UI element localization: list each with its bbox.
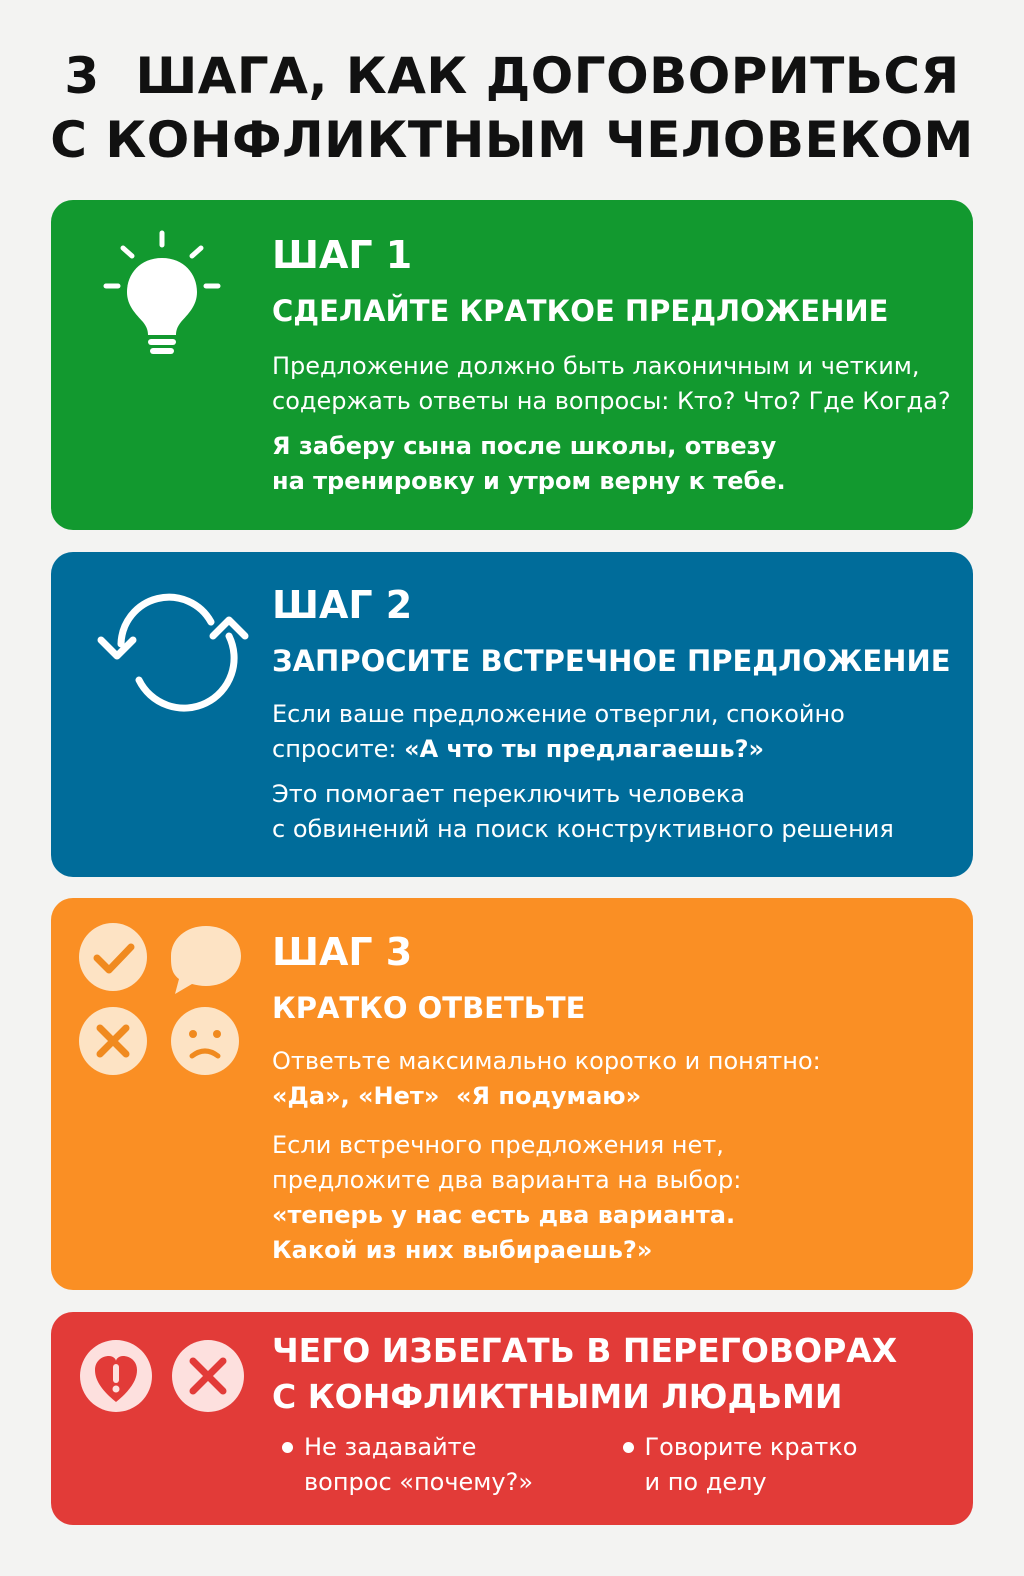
step-2-label: ШАГ 2 bbox=[272, 583, 413, 627]
refresh-icon bbox=[51, 552, 251, 756]
step-1-text-line2: содержать ответы на вопросы: Кто? Что? Где Когда? bbox=[272, 387, 951, 415]
step-1-subtitle: СДЕЛАЙТЕ КРАТКОЕ ПРЕДЛОЖЕНИЕ bbox=[272, 294, 889, 328]
step-1-text-line1: Предложение должно быть лаконичным и четким, bbox=[272, 352, 920, 380]
avoid-icons bbox=[51, 1312, 261, 1446]
avoid-bullet-2-line1: Говорите кратко bbox=[644, 1433, 858, 1461]
step-3-note bbox=[272, 1128, 959, 1268]
step-2-note-line2: с обвинений на поиск конструктивного решения bbox=[272, 815, 894, 843]
step-3-icons bbox=[51, 898, 251, 1122]
step-3-note-line1: Если встречного предложения нет, bbox=[272, 1131, 724, 1159]
step-1-card bbox=[51, 200, 973, 530]
avoid-bullets bbox=[272, 1430, 953, 1500]
step-3-card bbox=[51, 898, 973, 1290]
page-title-line1: 3 ШАГА, КАК ДОГОВОРИТЬСЯ bbox=[64, 47, 960, 105]
avoid-title-line2: С КОНФЛИКТНЫМИ ЛЮДЬМИ bbox=[272, 1377, 843, 1416]
step-2-note-line1: Это помогает переключить человека bbox=[272, 780, 746, 808]
step-3-answers bbox=[272, 1079, 959, 1114]
warning-heart-icon bbox=[80, 1340, 152, 1412]
step-3-quote-line1: «теперь у нас есть два варианта. bbox=[272, 1201, 736, 1229]
step-3-note-line2: предложите два варианта на выбор: bbox=[272, 1166, 742, 1194]
step-1-example-line1: Я заберу сына после школы, отвезу bbox=[272, 432, 777, 460]
avoid-bullet-1-line1: Не задавайте bbox=[304, 1433, 477, 1461]
step-1-example-line2: на тренировку и утром верну к тебе. bbox=[272, 467, 786, 495]
step-3-answers-text: «Да», «Нет» «Я подумаю» bbox=[272, 1082, 642, 1110]
step-1-example bbox=[272, 429, 959, 499]
step-3-subtitle: КРАТКО ОТВЕТЬТЕ bbox=[272, 991, 586, 1025]
step-1-text bbox=[272, 349, 959, 419]
step-2-note bbox=[272, 777, 959, 847]
lightbulb-icon bbox=[51, 200, 251, 404]
step-2-text-line2-lead: спросите: bbox=[272, 735, 405, 763]
step-3-quote-line2: Какой из них выбираешь?» bbox=[272, 1236, 653, 1264]
step-3-label: ШАГ 3 bbox=[272, 930, 413, 974]
avoid-bullet-1 bbox=[272, 1430, 613, 1500]
avoid-bullet-2 bbox=[613, 1430, 954, 1500]
sad-face-icon bbox=[171, 1007, 239, 1075]
step-2-text-line2 bbox=[272, 732, 959, 767]
avoid-title-line1: ЧЕГО ИЗБЕГАТЬ В ПЕРЕГОВОРАХ bbox=[272, 1331, 898, 1370]
avoid-bullet-1-line2: вопрос «почему?» bbox=[304, 1468, 533, 1496]
step-3-text bbox=[272, 1044, 959, 1114]
step-3-text-line1: Ответьте максимально коротко и понятно: bbox=[272, 1047, 821, 1075]
avoid-card bbox=[51, 1312, 973, 1525]
page-title bbox=[40, 44, 984, 172]
page-title-line2: С КОНФЛИКТНЫМ ЧЕЛОВЕКОМ bbox=[50, 111, 974, 169]
checkmark-icon bbox=[79, 923, 147, 991]
step-2-subtitle: ЗАПРОСИТЕ ВСТРЕЧНОЕ ПРЕДЛОЖЕНИЕ bbox=[272, 644, 951, 678]
step-2-text bbox=[272, 697, 959, 767]
speech-bubble-icon bbox=[171, 926, 241, 994]
step-2-card bbox=[51, 552, 973, 877]
avoid-title bbox=[272, 1328, 959, 1420]
step-2-question: «А что ты предлагаешь?» bbox=[404, 735, 764, 763]
cross-circle-icon bbox=[172, 1340, 244, 1412]
step-2-text-line1: Если ваше предложение отвергли, спокойно bbox=[272, 700, 845, 728]
step-1-label: ШАГ 1 bbox=[272, 233, 413, 277]
avoid-bullet-2-line2: и по делу bbox=[644, 1468, 767, 1496]
cross-icon bbox=[79, 1007, 147, 1075]
